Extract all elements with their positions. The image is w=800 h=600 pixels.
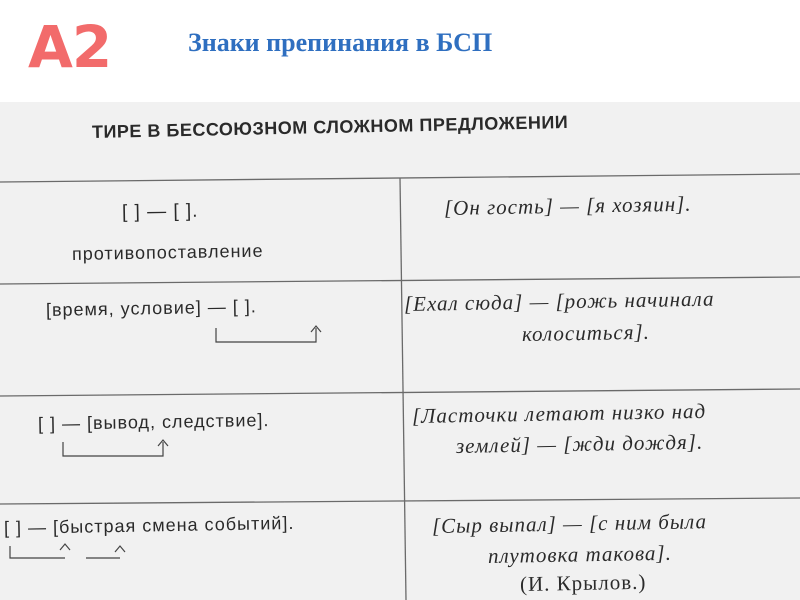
row3-example-line2: землей] — [жди дождя]. xyxy=(455,429,704,458)
row4-author: (И. Крылов.) xyxy=(519,569,647,596)
row4-example-line2: плутовка такова]. xyxy=(487,540,673,568)
underline-row3 xyxy=(63,442,163,456)
row4-scheme: [ ] — [быстрая смена событий]. xyxy=(3,512,295,538)
row3-example-line1: [Ласточки летают низко над xyxy=(411,398,707,428)
row2-example-line1: [Ехал сюда] — [рожь начинала xyxy=(403,286,715,316)
row2-scheme: [время, условие] — [ ]. xyxy=(45,296,257,320)
slide-badge: A2 xyxy=(28,13,112,81)
row1-meaning: противопоставление xyxy=(71,240,264,264)
row3-scheme: [ ] — [вывод, следствие]. xyxy=(37,409,270,434)
grid-line-row2 xyxy=(0,389,800,396)
table-heading: ТИРЕ В БЕССОЮЗНОМ СЛОЖНОМ ПРЕДЛОЖЕНИИ xyxy=(91,112,569,142)
grid-line-column xyxy=(400,178,406,600)
arrow-row4b xyxy=(115,546,125,552)
row4-example-line1: [Сыр выпал] — [с ним была xyxy=(431,509,708,538)
underline-row4a xyxy=(10,546,65,558)
row1-example: [Он гость] — [я хозяин]. xyxy=(443,191,692,220)
row1-scheme: [ ] — [ ]. xyxy=(121,200,199,223)
grid-line-row1 xyxy=(0,277,800,284)
grid-line-row3 xyxy=(0,498,800,504)
textbook-scan xyxy=(0,102,800,600)
arrow-row4a xyxy=(60,544,70,550)
underline-row2 xyxy=(216,328,316,342)
row2-example-line2: колоситься]. xyxy=(521,319,651,346)
slide-title: Знаки препинания в БСП xyxy=(188,28,493,57)
